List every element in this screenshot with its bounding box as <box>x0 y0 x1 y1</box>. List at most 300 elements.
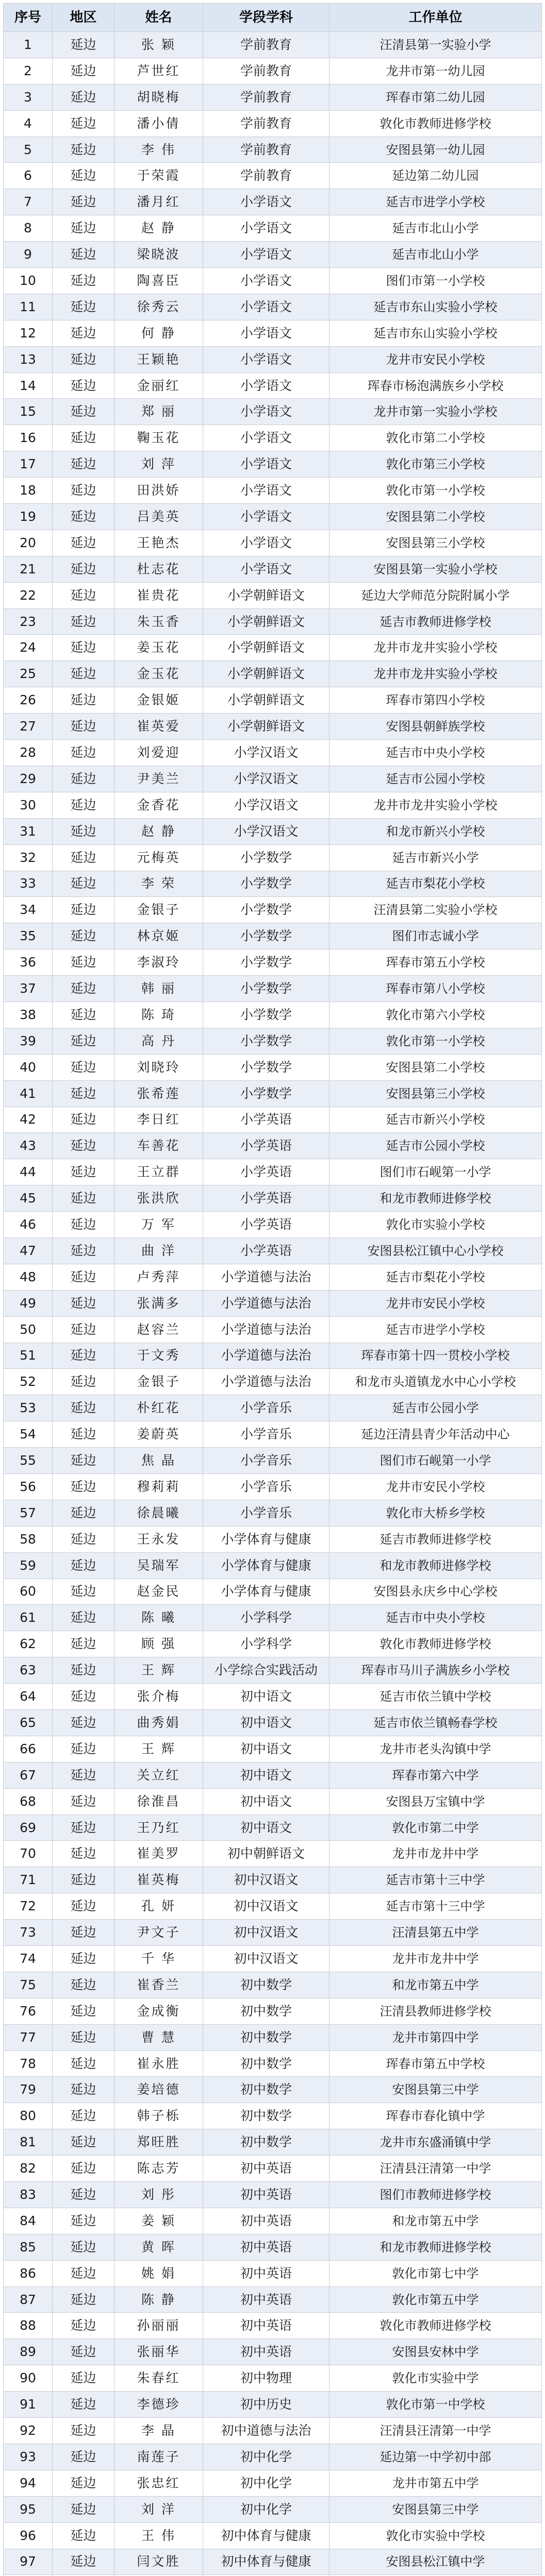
cell-index: 10 <box>4 268 53 294</box>
cell-region: 延边 <box>53 1920 114 1946</box>
cell-name: 曲 洋 <box>114 1238 203 1264</box>
cell-subject: 初中化学 <box>203 2470 329 2496</box>
cell-work-unit: 图们市石岘第一小学 <box>329 1159 542 1185</box>
cell-subject: 初中英语 <box>203 2313 329 2339</box>
cell-index: 93 <box>4 2444 53 2470</box>
cell-subject: 初中数学 <box>203 1998 329 2024</box>
cell-index: 25 <box>4 661 53 687</box>
cell-work-unit: 龙井市龙井中学 <box>329 1946 542 1972</box>
cell-name: 高 丹 <box>114 1028 203 1054</box>
cell-work-unit: 和龙市教师进修学校 <box>329 1552 542 1579</box>
table-row <box>4 740 542 766</box>
table-row <box>4 1395 542 1421</box>
cell-subject: 小学科学 <box>203 1605 329 1631</box>
cell-work-unit: 汪清县汪清第一中学 <box>329 2156 542 2182</box>
cell-index: 18 <box>4 478 53 504</box>
cell-name: 王立群 <box>114 1159 203 1185</box>
cell-region: 延边 <box>53 110 114 137</box>
cell-name: 王艳杰 <box>114 530 203 556</box>
cell-name: 万 军 <box>114 1212 203 1238</box>
cell-subject: 初中汉语文 <box>203 1946 329 1972</box>
cell-subject: 小学语文 <box>203 189 329 215</box>
cell-name: 穆莉莉 <box>114 1473 203 1500</box>
cell-name: 曹 慧 <box>114 2024 203 2050</box>
cell-subject: 小学朝鲜语文 <box>203 635 329 661</box>
cell-index: 40 <box>4 1054 53 1080</box>
cell-subject: 小学数学 <box>203 950 329 976</box>
cell-work-unit: 龙井市第一幼儿园 <box>329 58 542 84</box>
cell-name: 赵 静 <box>114 215 203 242</box>
cell-region: 延边 <box>53 478 114 504</box>
cell-region: 延边 <box>53 504 114 530</box>
cell-work-unit: 延吉市依兰镇中学校 <box>329 1684 542 1710</box>
cell-name: 芦世红 <box>114 58 203 84</box>
cell-index: 60 <box>4 1579 53 1605</box>
cell-subject: 小学数学 <box>203 844 329 871</box>
table-row <box>4 58 542 84</box>
cell-index: 39 <box>4 1028 53 1054</box>
cell-work-unit: 延吉市第十三中学 <box>329 1867 542 1893</box>
cell-index: 71 <box>4 1867 53 1893</box>
table-row <box>4 1579 542 1605</box>
cell-work-unit: 和龙市教师进修学校 <box>329 2234 542 2260</box>
cell-name: 赵 静 <box>114 818 203 844</box>
cell-name: 曲秀娟 <box>114 1710 203 1736</box>
table-row <box>4 163 542 189</box>
cell-index: 79 <box>4 2077 53 2103</box>
cell-work-unit: 汪清县第二实验小学校 <box>329 897 542 923</box>
cell-name: 徐淮昌 <box>114 1788 203 1815</box>
cell-name: 王 辉 <box>114 1736 203 1762</box>
cell-region: 延边 <box>53 1657 114 1684</box>
cell-index: 73 <box>4 1920 53 1946</box>
cell-work-unit: 安图县松江镇中学 <box>329 2549 542 2575</box>
cell-name: 李日红 <box>114 1107 203 1133</box>
cell-work-unit: 延吉市公园小学 <box>329 1395 542 1421</box>
table-row <box>4 897 542 923</box>
table-row <box>4 1159 542 1185</box>
cell-index: 76 <box>4 1998 53 2024</box>
cell-work-unit: 龙井市安民小学校 <box>329 1473 542 1500</box>
table-row <box>4 2103 542 2129</box>
table-row <box>4 1054 542 1080</box>
cell-work-unit: 敦化市第一中学校 <box>329 2392 542 2418</box>
cell-index: 69 <box>4 1815 53 1841</box>
cell-subject: 小学语文 <box>203 556 329 582</box>
cell-work-unit: 延吉市中央小学校 <box>329 740 542 766</box>
cell-work-unit: 安图县第三中学 <box>329 2496 542 2522</box>
cell-subject: 初中英语 <box>203 2208 329 2234</box>
cell-subject: 小学汉语文 <box>203 818 329 844</box>
cell-index: 8 <box>4 215 53 242</box>
table-row <box>4 1657 542 1684</box>
cell-name: 梁晓波 <box>114 242 203 268</box>
header-region: 地区 <box>53 4 114 32</box>
cell-index: 49 <box>4 1290 53 1316</box>
cell-index: 82 <box>4 2156 53 2182</box>
cell-index: 61 <box>4 1605 53 1631</box>
cell-region: 延边 <box>53 346 114 372</box>
cell-index: 94 <box>4 2470 53 2496</box>
cell-region: 延边 <box>53 923 114 950</box>
cell-region: 延边 <box>53 2418 114 2444</box>
cell-subject: 初中语文 <box>203 1684 329 1710</box>
cell-index: 52 <box>4 1369 53 1395</box>
cell-work-unit: 敦化市教师进修学校 <box>329 2313 542 2339</box>
cell-name: 王永发 <box>114 1526 203 1552</box>
cell-region: 延边 <box>53 1946 114 1972</box>
cell-subject: 小学数学 <box>203 976 329 1002</box>
cell-region: 延边 <box>53 1605 114 1631</box>
table-row <box>4 2156 542 2182</box>
table-row <box>4 478 542 504</box>
cell-region: 延边 <box>53 268 114 294</box>
cell-name: 孔 妍 <box>114 1893 203 1920</box>
cell-region: 延边 <box>53 1028 114 1054</box>
cell-name: 孙丽丽 <box>114 2313 203 2339</box>
cell-index: 97 <box>4 2549 53 2575</box>
cell-index: 14 <box>4 372 53 399</box>
cell-name: 卢秀萍 <box>114 1264 203 1290</box>
cell-region: 延边 <box>53 871 114 897</box>
cell-subject: 初中数学 <box>203 1972 329 1998</box>
cell-subject: 小学数学 <box>203 923 329 950</box>
cell-index: 35 <box>4 923 53 950</box>
cell-name: 姜培德 <box>114 2077 203 2103</box>
cell-name: 朱玉香 <box>114 608 203 635</box>
cell-name: 王颖艳 <box>114 346 203 372</box>
cell-subject: 初中体育与健康 <box>203 2522 329 2549</box>
cell-index: 78 <box>4 2050 53 2077</box>
cell-index: 81 <box>4 2129 53 2156</box>
cell-subject: 小学语文 <box>203 294 329 320</box>
table-row <box>4 346 542 372</box>
cell-name: 杜志花 <box>114 556 203 582</box>
cell-subject: 小学语文 <box>203 478 329 504</box>
cell-subject: 初中语文 <box>203 1815 329 1841</box>
table-row <box>4 2418 542 2444</box>
cell-region: 延边 <box>53 608 114 635</box>
cell-work-unit: 安图县松江镇中心小学校 <box>329 1238 542 1264</box>
cell-index: 86 <box>4 2260 53 2286</box>
cell-name: 赵容兰 <box>114 1316 203 1343</box>
header-subject: 学段学科 <box>203 4 329 32</box>
cell-name: 王 伟 <box>114 2522 203 2549</box>
cell-work-unit: 珲春市第十四一贯校小学校 <box>329 1343 542 1369</box>
cell-subject: 初中历史 <box>203 2392 329 2418</box>
cell-subject: 小学语文 <box>203 530 329 556</box>
cell-subject: 小学语文 <box>203 399 329 425</box>
cell-work-unit: 延边汪清县青少年活动中心 <box>329 1421 542 1448</box>
cell-index: 32 <box>4 844 53 871</box>
cell-name: 金银子 <box>114 897 203 923</box>
cell-name: 崔英爱 <box>114 714 203 740</box>
cell-subject: 小学数学 <box>203 897 329 923</box>
cell-region: 延边 <box>53 1264 114 1290</box>
cell-name: 徐秀云 <box>114 294 203 320</box>
cell-subject: 学前教育 <box>203 32 329 58</box>
table-row <box>4 2260 542 2286</box>
cell-subject: 小学语文 <box>203 242 329 268</box>
cell-name: 黄 晖 <box>114 2234 203 2260</box>
cell-work-unit: 安图县第三中学 <box>329 2077 542 2103</box>
cell-region: 延边 <box>53 740 114 766</box>
cell-region: 延边 <box>53 530 114 556</box>
cell-subject: 小学朝鲜语文 <box>203 582 329 608</box>
table-row <box>4 766 542 792</box>
cell-index: 48 <box>4 1264 53 1290</box>
cell-name: 南莲子 <box>114 2444 203 2470</box>
cell-index: 38 <box>4 1002 53 1028</box>
cell-work-unit: 延吉市公园小学校 <box>329 766 542 792</box>
cell-subject: 初中数学 <box>203 2024 329 2050</box>
table-row <box>4 2208 542 2234</box>
cell-work-unit: 延吉市第十三中学 <box>329 1893 542 1920</box>
table-row <box>4 1762 542 1788</box>
cell-region: 延边 <box>53 425 114 451</box>
cell-region: 延边 <box>53 661 114 687</box>
table-row <box>4 1448 542 1474</box>
cell-subject: 小学道德与法治 <box>203 1290 329 1316</box>
table-row <box>4 1841 542 1867</box>
cell-index: 77 <box>4 2024 53 2050</box>
cell-region: 延边 <box>53 1212 114 1238</box>
cell-subject: 小学汉语文 <box>203 740 329 766</box>
cell-name: 闫文胜 <box>114 2549 203 2575</box>
cell-region: 延边 <box>53 1133 114 1159</box>
cell-work-unit: 龙井市龙井实验小学校 <box>329 792 542 818</box>
table-row <box>4 1788 542 1815</box>
cell-index: 9 <box>4 242 53 268</box>
table-row <box>4 1552 542 1579</box>
table-row <box>4 818 542 844</box>
cell-region: 延边 <box>53 2392 114 2418</box>
cell-subject: 小学语文 <box>203 215 329 242</box>
cell-work-unit: 延吉市新兴小学 <box>329 844 542 871</box>
cell-work-unit: 汪清县教师进修学校 <box>329 1998 542 2024</box>
cell-subject: 初中英语 <box>203 2234 329 2260</box>
cell-subject: 小学英语 <box>203 1238 329 1264</box>
cell-name: 刘 萍 <box>114 451 203 478</box>
cell-subject: 小学道德与法治 <box>203 1316 329 1343</box>
cell-subject: 小学英语 <box>203 1159 329 1185</box>
cell-index: 20 <box>4 530 53 556</box>
table-row <box>4 1631 542 1657</box>
table-row <box>4 1212 542 1238</box>
cell-index: 46 <box>4 1212 53 1238</box>
cell-region: 延边 <box>53 1290 114 1316</box>
cell-work-unit: 敦化市第五中学 <box>329 2286 542 2313</box>
cell-index: 68 <box>4 1788 53 1815</box>
cell-subject: 小学体育与健康 <box>203 1526 329 1552</box>
table-row <box>4 110 542 137</box>
cell-subject: 小学语文 <box>203 346 329 372</box>
table-row <box>4 504 542 530</box>
cell-work-unit: 龙井市安民小学校 <box>329 1290 542 1316</box>
table-row <box>4 399 542 425</box>
table-row <box>4 320 542 346</box>
table-row <box>4 32 542 58</box>
cell-index: 96 <box>4 2522 53 2549</box>
cell-subject: 小学语文 <box>203 504 329 530</box>
cell-index: 6 <box>4 163 53 189</box>
cell-name: 韩 丽 <box>114 976 203 1002</box>
table-row <box>4 2470 542 2496</box>
cell-subject: 小学数学 <box>203 1028 329 1054</box>
cell-subject: 学前教育 <box>203 58 329 84</box>
cell-subject: 初中汉语文 <box>203 1920 329 1946</box>
cell-index: 17 <box>4 451 53 478</box>
cell-name: 崔贵花 <box>114 582 203 608</box>
header-row <box>4 4 542 32</box>
cell-subject: 小学英语 <box>203 1185 329 1212</box>
cell-name: 陈 曦 <box>114 1605 203 1631</box>
table-row <box>4 189 542 215</box>
header-work-unit: 工作单位 <box>329 4 542 32</box>
cell-index: 22 <box>4 582 53 608</box>
cell-name: 姜玉花 <box>114 635 203 661</box>
table-row <box>4 242 542 268</box>
cell-region: 延边 <box>53 1710 114 1736</box>
cell-region: 延边 <box>53 58 114 84</box>
cell-subject: 小学体育与健康 <box>203 1552 329 1579</box>
cell-work-unit: 图们市志诚小学 <box>329 923 542 950</box>
cell-region: 延边 <box>53 2050 114 2077</box>
table-row <box>4 1421 542 1448</box>
table-row <box>4 635 542 661</box>
table-row <box>4 871 542 897</box>
cell-index: 53 <box>4 1395 53 1421</box>
table-row <box>4 844 542 871</box>
cell-region: 延边 <box>53 1395 114 1421</box>
cell-subject: 初中数学 <box>203 2077 329 2103</box>
cell-work-unit: 龙井市龙井中学 <box>329 1841 542 1867</box>
cell-region: 延边 <box>53 1107 114 1133</box>
cell-subject: 初中语文 <box>203 1710 329 1736</box>
cell-work-unit: 敦化市实验中学 <box>329 2365 542 2392</box>
cell-region: 延边 <box>53 1972 114 1998</box>
cell-index: 7 <box>4 189 53 215</box>
cell-name: 张丽华 <box>114 2339 203 2365</box>
cell-name: 赵金民 <box>114 1579 203 1605</box>
cell-subject: 小学道德与法治 <box>203 1264 329 1290</box>
cell-work-unit: 延吉市进学小学校 <box>329 189 542 215</box>
cell-name: 何 静 <box>114 320 203 346</box>
table-row <box>4 530 542 556</box>
cell-region: 延边 <box>53 844 114 871</box>
cell-index: 65 <box>4 1710 53 1736</box>
cell-index: 1 <box>4 32 53 58</box>
cell-name: 刘 彤 <box>114 2182 203 2208</box>
cell-subject: 小学英语 <box>203 1212 329 1238</box>
cell-region: 延边 <box>53 2129 114 2156</box>
cell-name: 潘小倩 <box>114 110 203 137</box>
cell-name: 朴红花 <box>114 1395 203 1421</box>
table-row <box>4 1316 542 1343</box>
table-row <box>4 2234 542 2260</box>
cell-region: 延边 <box>53 1526 114 1552</box>
cell-work-unit: 龙井市龙井实验小学校 <box>329 635 542 661</box>
cell-work-unit: 敦化市第一小学校 <box>329 478 542 504</box>
cell-name: 潘月红 <box>114 189 203 215</box>
cell-index: 95 <box>4 2496 53 2522</box>
cell-region: 延边 <box>53 1159 114 1185</box>
cell-work-unit: 安图县朝鲜族学校 <box>329 714 542 740</box>
cell-region: 延边 <box>53 1369 114 1395</box>
cell-subject: 初中道德与法治 <box>203 2418 329 2444</box>
cell-index: 55 <box>4 1448 53 1474</box>
cell-work-unit: 延吉市北山小学 <box>329 242 542 268</box>
cell-region: 延边 <box>53 1893 114 1920</box>
cell-work-unit: 安图县永庆乡中心学校 <box>329 1579 542 1605</box>
cell-subject: 初中语文 <box>203 1762 329 1788</box>
cell-work-unit: 延边第一中学初中部 <box>329 2444 542 2470</box>
cell-index: 34 <box>4 897 53 923</box>
cell-work-unit: 安图县第一幼儿园 <box>329 137 542 163</box>
table-row <box>4 2077 542 2103</box>
cell-name: 林京姬 <box>114 923 203 950</box>
table-row <box>4 2549 542 2575</box>
cell-region: 延边 <box>53 1500 114 1526</box>
cell-name: 崔美罗 <box>114 1841 203 1867</box>
cell-name: 郑 丽 <box>114 399 203 425</box>
cell-region: 延边 <box>53 215 114 242</box>
cell-work-unit: 安图县第三小学校 <box>329 530 542 556</box>
table-row <box>4 582 542 608</box>
cell-work-unit: 安图县第二小学校 <box>329 1054 542 1080</box>
cell-region: 延边 <box>53 2234 114 2260</box>
cell-index: 29 <box>4 766 53 792</box>
cell-name: 田洪娇 <box>114 478 203 504</box>
cell-subject: 小学数学 <box>203 1002 329 1028</box>
cell-index: 30 <box>4 792 53 818</box>
cell-work-unit: 和龙市头道镇龙水中心小学校 <box>329 1369 542 1395</box>
cell-region: 延边 <box>53 2522 114 2549</box>
cell-index: 28 <box>4 740 53 766</box>
table-row <box>4 1893 542 1920</box>
cell-region: 延边 <box>53 2103 114 2129</box>
cell-work-unit: 珲春市杨泡满族乡小学校 <box>329 372 542 399</box>
cell-name: 金玉花 <box>114 661 203 687</box>
table-row <box>4 1369 542 1395</box>
cell-subject: 小学语文 <box>203 451 329 478</box>
cell-region: 延边 <box>53 2077 114 2103</box>
cell-name: 金成衡 <box>114 1998 203 2024</box>
table-row <box>4 923 542 950</box>
cell-region: 延边 <box>53 2260 114 2286</box>
cell-name: 车善花 <box>114 1133 203 1159</box>
cell-region: 延边 <box>53 2156 114 2182</box>
cell-name: 姜 颖 <box>114 2208 203 2234</box>
table-row <box>4 1605 542 1631</box>
cell-subject: 小学音乐 <box>203 1448 329 1474</box>
cell-subject: 小学语文 <box>203 425 329 451</box>
cell-work-unit: 龙井市第四中学 <box>329 2024 542 2050</box>
table-row <box>4 1473 542 1500</box>
cell-index: 23 <box>4 608 53 635</box>
cell-work-unit: 和龙市第五中学 <box>329 1972 542 1998</box>
cell-region: 延边 <box>53 320 114 346</box>
cell-subject: 小学朝鲜语文 <box>203 714 329 740</box>
cell-name: 金银姬 <box>114 687 203 714</box>
cell-work-unit: 敦化市第二小学校 <box>329 425 542 451</box>
cell-region: 延边 <box>53 1421 114 1448</box>
cell-work-unit: 敦化市第二中学 <box>329 1815 542 1841</box>
cell-work-unit: 汪清县第五中学 <box>329 1920 542 1946</box>
cell-region: 延边 <box>53 950 114 976</box>
cell-subject: 小学语文 <box>203 268 329 294</box>
table-row <box>4 215 542 242</box>
